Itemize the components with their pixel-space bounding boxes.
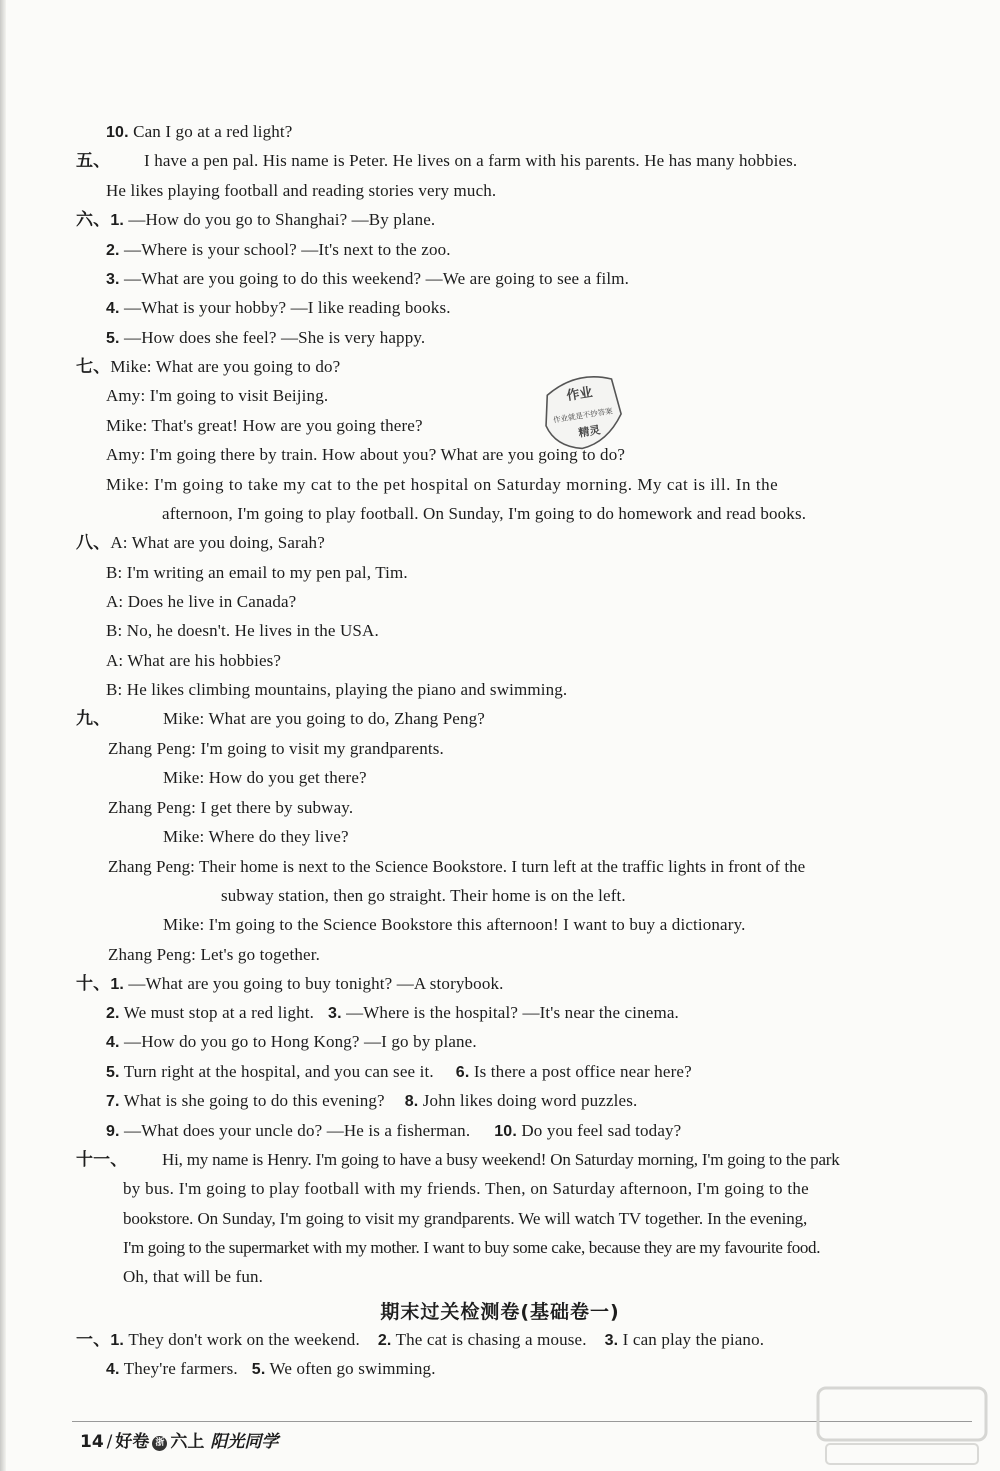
answer-line-26: Zhang Peng: Their home is next to the Science Bookstore. I turn left at the traffic lights in front of the [108,857,806,876]
answer-line-13: Mike: I'm going to take my cat to the pet hospital on Saturday morning. My cat is ill. In the [106,475,779,494]
answer-line-20: B: He likes climbing mountains, playing the piano and swimming. [106,680,568,699]
answer-line-40: Oh, that will be fun. [123,1267,264,1286]
footer-slash: / [106,1432,113,1452]
answer-line-38: bookstore. On Sunday, I'm going to visit my grandparents. We will watch TV together. In the evening, [123,1209,808,1228]
answer-line-10: Amy: I'm going to visit Beijing. [106,386,329,405]
answer-line-9: 七、Mike: What are you going to do? [76,357,341,377]
answer-line-37: by bus. I'm going to play football with my friends. Then, on Saturday afternoon, I'm going to the [123,1179,810,1198]
answer-line-35: 9. —What does your uncle do? —He is a fisherman. 10. Do you feel sad today? [106,1121,682,1140]
answer-line-7: 4. —What is your hobby? —I like reading books. [106,298,451,317]
answer-line-27: subway station, then go straight. Their home is on the left. [221,886,626,905]
brand-logo: 阳光同学 [210,1432,279,1452]
svg-text:作业就是不抄答案: 作业就是不抄答案 [552,406,614,425]
book-name: 好卷 [115,1432,150,1452]
answer-line-16: B: I'm writing an email to my pen pal, Tim. [106,563,408,582]
edition-badge-icon: 浙 [152,1436,167,1451]
answer-line-34: 7. What is she going to do this evening? 8. John likes doing word puzzles. [106,1091,638,1110]
page-number: 14 [80,1432,104,1452]
answer-line-15: 八、A: What are you doing, Sarah? [76,533,325,553]
answer-line-12: Amy: I'm going there by train. How about you? What are you going to do? [106,445,626,464]
answer-line-41: 一、1. They don't work on the weekend. 2. The cat is chasing a mouse. 3. I can play the piano. [76,1330,765,1350]
answer-line-24: Zhang Peng: I get there by subway. [108,798,354,817]
stamp-seal-icon [530,361,634,458]
answer-line-6: 3. —What are you going to do this weekend? —We are going to see a film. [106,269,630,288]
answer-line-1: 10. Can I go at a red light? [106,122,293,141]
answer-line-36: 十一、 Hi, my name is Henry. I'm going to have a busy weekend! On Saturday morning, I'm going to the park [76,1150,840,1170]
page-footer [80,1427,278,1452]
answer-line-32: 4. —How do you go to Hong Kong? —I go by plane. [106,1032,477,1051]
answer-line-2: 五、 I have a pen pal. His name is Peter. He lives on a farm with his parents. He has many hobbies. [76,151,798,171]
answer-line-8: 5. —How does she feel? —She is very happy. [106,328,426,347]
answer-line-4: 六、1. —How do you go to Shanghai? —By plane. [76,210,436,230]
stamp-seal [530,361,634,458]
answer-line-39: I'm going to the supermarket with my mother. I want to buy some cake, because they are my favourite food. [123,1238,821,1257]
page-spine-shadow [0,0,6,1471]
answer-line-17: A: Does he live in Canada? [106,592,297,611]
answer-line-25: Mike: Where do they live? [163,827,349,846]
answer-line-3: He likes playing football and reading stories very much. [106,181,497,200]
answer-line-14: afternoon, I'm going to play football. On Sunday, I'm going to do homework and read books. [162,504,807,523]
answer-line-33: 5. Turn right at the hospital, and you can see it. 6. Is there a post office near here? [106,1062,692,1081]
watermark-logo-icon [812,1384,992,1468]
answer-line-11: Mike: That's great! How are you going there? [106,416,423,435]
answer-line-23: Mike: How do you get there? [163,768,367,787]
svg-text:精灵: 精灵 [577,423,602,440]
svg-text:作业: 作业 [565,385,594,405]
answer-line-31: 2. We must stop at a red light. 3. —Where is the hospital? —It's near the cinema. [106,1003,679,1022]
answer-line-5: 2. —Where is your school? —It's next to the zoo. [106,240,451,259]
answer-line-42: 4. They're farmers. 5. We often go swimming. [106,1359,436,1378]
grade-label: 六上 [170,1432,205,1452]
answer-line-30: 十、1. —What are you going to buy tonight? —A storybook. [76,974,504,994]
answer-line-28: Mike: I'm going to the Science Bookstore this afternoon! I want to buy a dictionary. [163,915,746,934]
answer-line-29: Zhang Peng: Let's go together. [108,945,320,964]
answer-line-22: Zhang Peng: I'm going to visit my grandparents. [108,739,444,758]
section-title: 期末过关检测卷(基础卷一) [380,1301,620,1323]
answer-line-21: 九、 Mike: What are you going to do, Zhang Peng? [76,709,485,729]
answer-line-19: A: What are his hobbies? [106,651,282,670]
answer-line-18: B: No, he doesn't. He lives in the USA. [106,621,379,640]
